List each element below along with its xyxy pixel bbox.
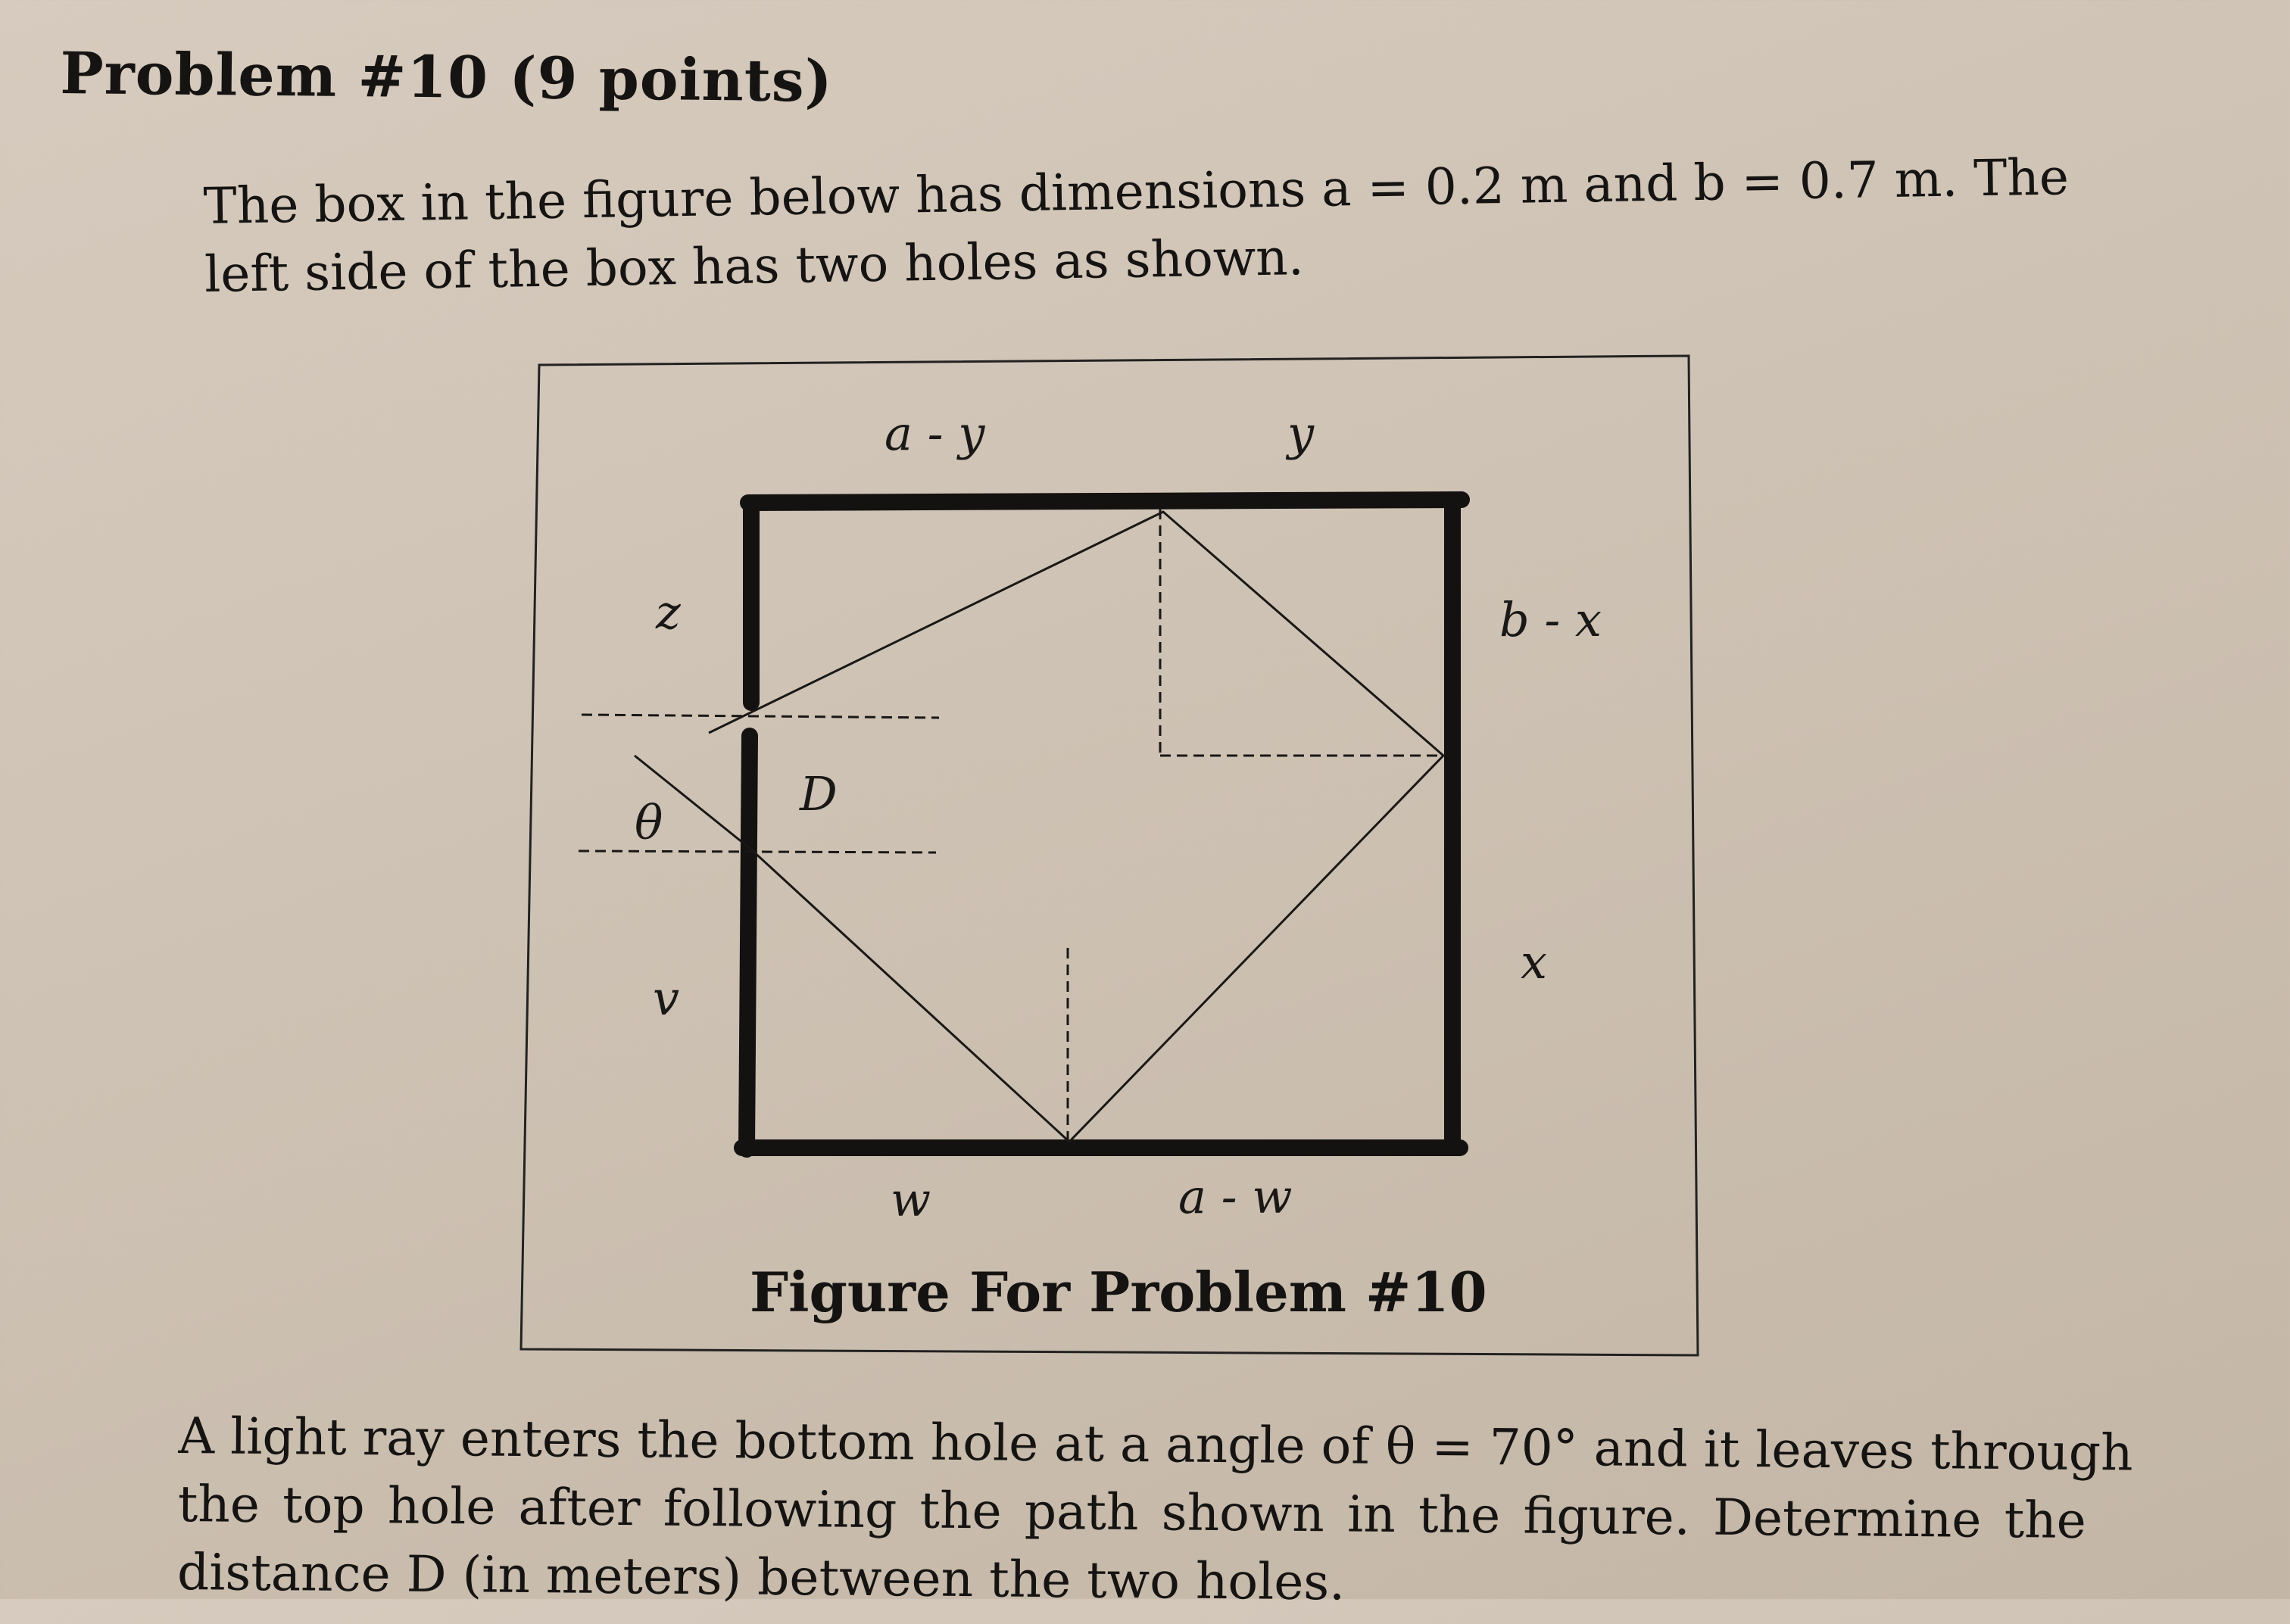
label-y: y (1287, 406, 1315, 461)
label-a-minus-y: a - y (884, 406, 985, 461)
box-walls (742, 500, 1462, 1149)
intro-line-2: left side of the box has two holes as shown. (204, 228, 1305, 304)
figure-caption: Figure For Problem #10 (750, 1260, 1487, 1324)
question-line-1: A light ray enters the bottom hole at a angle of θ = 70° and it leaves through (178, 1406, 2133, 1482)
box-top-wall (748, 500, 1462, 503)
question-line-3: distance D (in meters) between the two holes. (176, 1542, 1346, 1612)
label-a-minus-w: a - w (1178, 1169, 1293, 1224)
label-z: z (656, 584, 681, 640)
question-line-2: the top hole after following the path shown in the figure. Determine the (177, 1474, 2087, 1550)
problem-question (176, 1402, 2133, 1623)
bottom-hole-dashed (579, 851, 936, 853)
label-v: v (653, 971, 680, 1026)
problem-heading: Problem #10 (9 points) (60, 39, 834, 115)
intro-line-1: The box in the figure below has dimensions a = 0.2 m and b = 0.7 m. The (203, 148, 2070, 235)
label-x: x (1521, 934, 1547, 990)
label-D: D (800, 766, 838, 821)
box-left-wall-lower (747, 736, 750, 1149)
label-theta: θ (635, 795, 663, 850)
label-w: w (891, 1172, 931, 1227)
dashed-guides (579, 509, 1443, 1142)
top-hole-dashed (582, 715, 939, 718)
label-b-minus-x: b - x (1499, 592, 1602, 647)
